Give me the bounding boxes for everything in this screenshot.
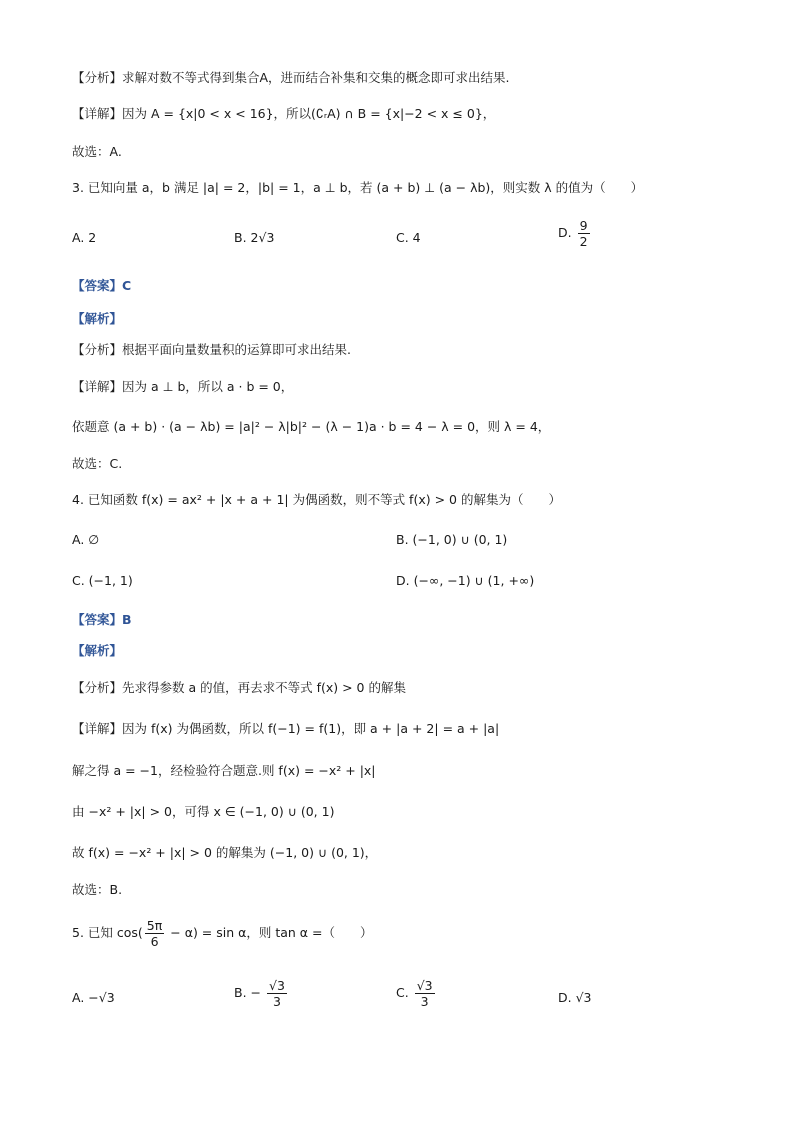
q3-option-b: B. 2√3 xyxy=(234,230,275,245)
fraction-numerator: √3 xyxy=(416,978,433,993)
question-3: 3. 已知向量 a，b 满足 |a| = 2，|b| = 1，a ⊥ b，若 (a + b) ⊥ (a − λb)，则实数 λ 的值为（ ） xyxy=(72,180,644,195)
q4-option-a: A. ∅ xyxy=(72,532,100,547)
q5-option-b xyxy=(234,978,289,1009)
fraction-numerator: 5π xyxy=(146,918,163,933)
q3-option-d-label: D. xyxy=(558,225,572,240)
question-5-fraction xyxy=(145,918,164,949)
detail-q2: 【详解】因为 A = {x|0 < x < 16}，所以(∁ᵣA) ∩ B = {x|−2 < x ≤ 0}， xyxy=(72,106,496,121)
q3-option-a: A. 2 xyxy=(72,230,97,245)
solution-heading-q4: 【解析】 xyxy=(72,643,123,658)
q5-option-c-fraction xyxy=(415,978,435,1009)
fraction-denominator: 3 xyxy=(420,994,429,1009)
q5-option-c-label: C. xyxy=(396,985,409,1000)
question-4: 4. 已知函数 f(x) = ax² + |x + a + 1| 为偶函数，则不等式 f(x) > 0 的解集为（ ） xyxy=(72,492,561,507)
solution-heading-q3: 【解析】 xyxy=(72,311,123,326)
answer-q3: 【答案】C xyxy=(72,278,132,293)
q3-option-c: C. 4 xyxy=(396,230,421,245)
q5-option-c xyxy=(396,978,437,1009)
detail-q4-conclusion: 故 f(x) = −x² + |x| > 0 的解集为 (−1, 0) ∪ (0, 1)， xyxy=(72,845,378,860)
detail-q3: 【详解】因为 a ⊥ b，所以 a · b = 0， xyxy=(72,379,294,394)
analysis-q4: 【分析】先求得参数 a 的值，再去求不等式 f(x) > 0 的解集 xyxy=(72,680,406,695)
q4-option-d: D. (−∞, −1) ∪ (1, +∞) xyxy=(396,573,535,588)
fraction-numerator: √3 xyxy=(268,978,285,993)
answer-q4: 【答案】B xyxy=(72,612,132,627)
fraction-denominator: 2 xyxy=(579,234,588,249)
q5-option-b-fraction xyxy=(267,978,287,1009)
detail-q4: 【详解】因为 f(x) 为偶函数，所以 f(−1) = f(1)，即 a + |a + 2| = a + |a| xyxy=(72,721,500,736)
fraction-denominator: 3 xyxy=(272,994,281,1009)
q5-option-a: A. −√3 xyxy=(72,990,115,1005)
fraction-numerator: 9 xyxy=(579,218,588,233)
detail-q3-derivation: 依题意 (a + b) · (a − λb) = |a|² − λ|b|² − (λ − 1)a · b = 4 − λ = 0，则 λ = 4， xyxy=(72,419,551,434)
answer-choice-q3: 故选：C. xyxy=(72,456,123,471)
q5-option-b-label: B. − xyxy=(234,985,261,1000)
answer-choice-q4: 故选：B. xyxy=(72,882,123,897)
q4-option-b: B. (−1, 0) ∪ (0, 1) xyxy=(396,532,508,547)
question-5-start: 5. 已知 cos( xyxy=(72,925,143,940)
q3-option-d xyxy=(558,218,592,249)
q4-option-c: C. (−1, 1) xyxy=(72,573,133,588)
question-5-fraction-tail: − α xyxy=(166,925,193,940)
question-5 xyxy=(72,918,373,949)
answer-choice-q2: 故选：A. xyxy=(72,144,122,159)
analysis-q2: 【分析】求解对数不等式得到集合A，进而结合补集和交集的概念即可求出结果. xyxy=(72,70,510,85)
q3-option-d-fraction xyxy=(578,218,590,249)
analysis-q3: 【分析】根据平面向量数量积的运算即可求出结果. xyxy=(72,342,351,357)
fraction-denominator: 6 xyxy=(150,934,159,949)
detail-q4-inequality: 由 −x² + |x| > 0，可得 x ∈ (−1, 0) ∪ (0, 1) xyxy=(72,804,335,819)
question-5-end: ) = sin α，则 tan α =（ ） xyxy=(192,925,373,940)
q5-option-d: D. √3 xyxy=(558,990,592,1005)
detail-q4-solve: 解之得 a = −1，经检验符合题意.则 f(x) = −x² + |x| xyxy=(72,763,376,778)
